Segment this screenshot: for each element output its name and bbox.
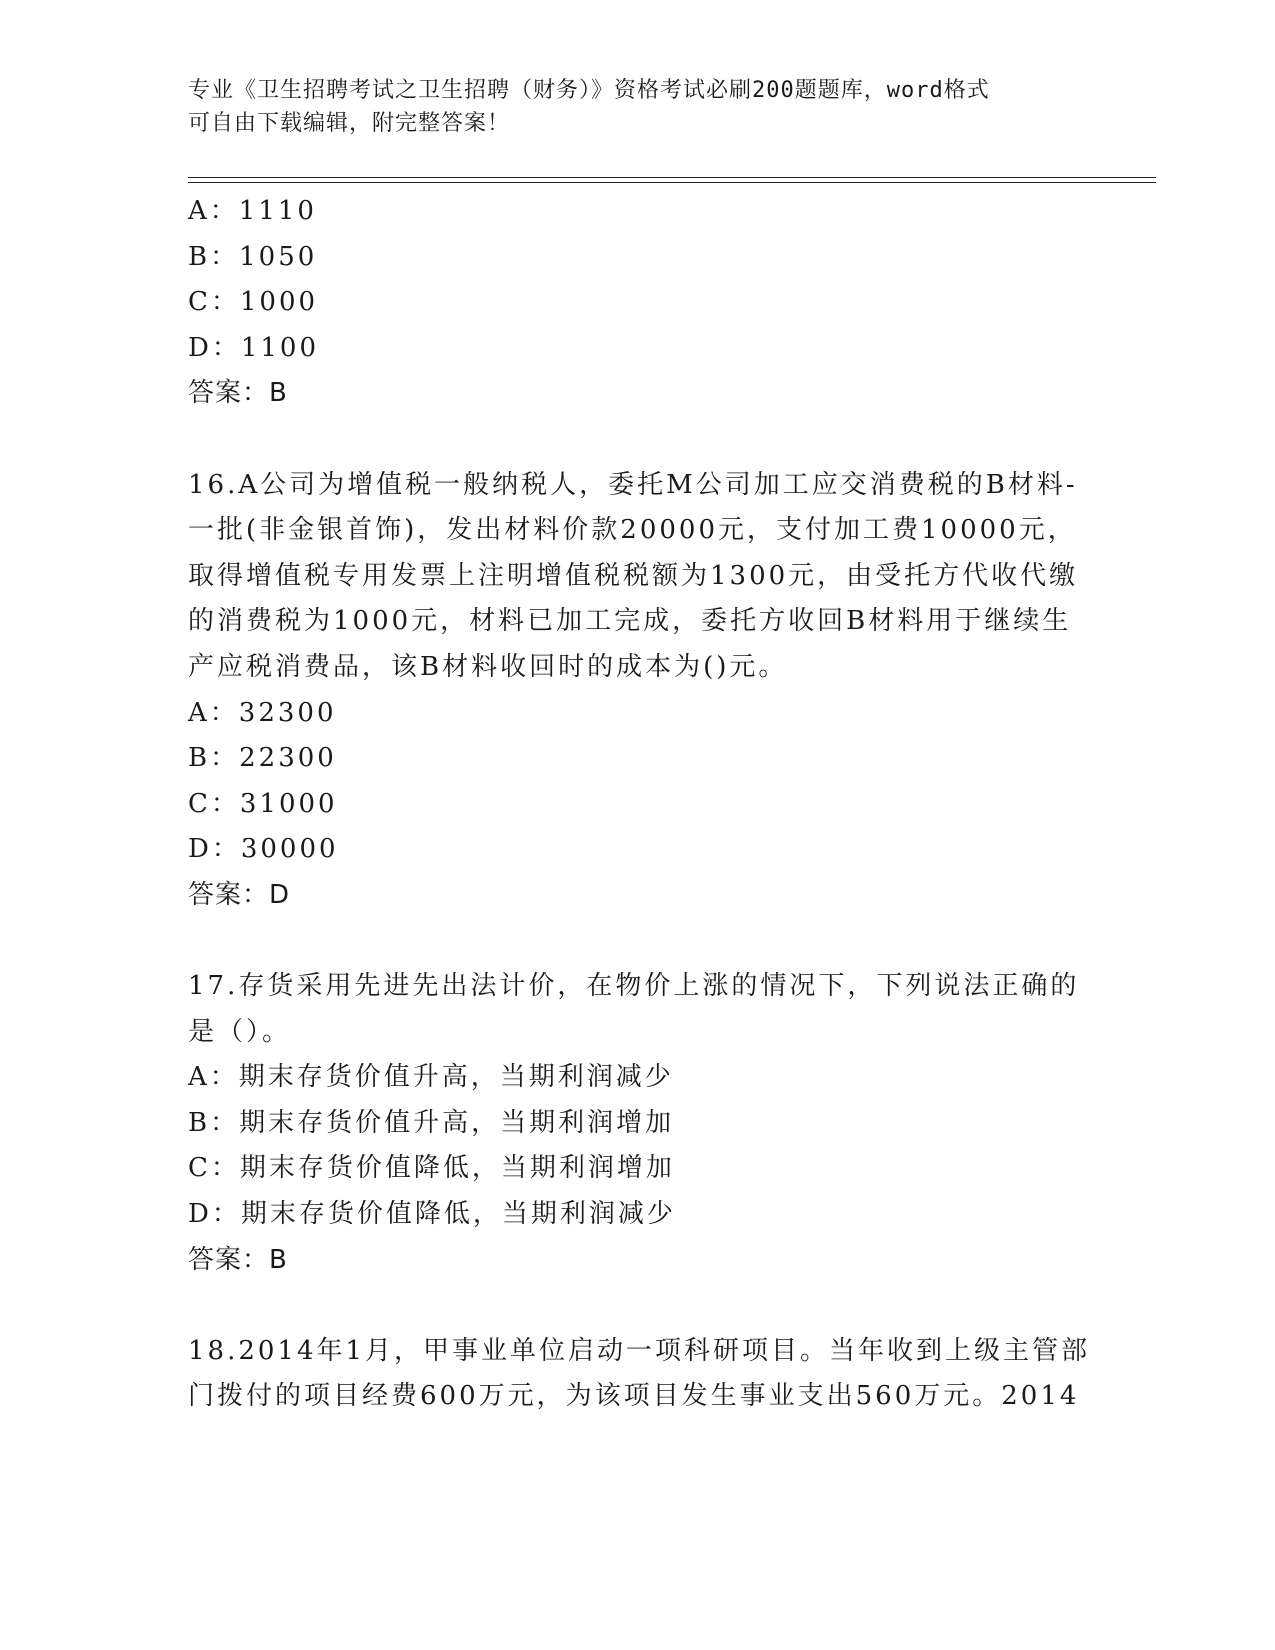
option-a: A：32300 bbox=[188, 697, 337, 728]
question-15 bbox=[188, 189, 1088, 417]
option-a: A：1110 bbox=[188, 196, 317, 226]
option-b: B：22300 bbox=[188, 743, 337, 774]
header-title-line-2: 可自由下载编辑，附完整答案！ bbox=[188, 111, 511, 136]
question-stem-line: 的消费税为1000元，材料已加工完成，委托方收回B材料用于继续生 bbox=[188, 606, 1072, 637]
answer-label: 答案：B bbox=[188, 378, 288, 409]
question-stem-line: 18.2014年1月，甲事业单位启动一项科研项目。当年收到上级主管部 bbox=[188, 1335, 1091, 1366]
header-rule-bottom bbox=[188, 182, 1156, 183]
question-16 bbox=[188, 463, 1088, 919]
option-d: D：30000 bbox=[188, 834, 339, 865]
header-rule-top bbox=[188, 177, 1156, 178]
option-c: C：1000 bbox=[188, 287, 319, 318]
option-b: B：1050 bbox=[188, 241, 318, 272]
option-b: B：期末存货价值升高，当期利润增加 bbox=[188, 1107, 675, 1138]
question-content bbox=[188, 189, 1091, 1420]
spacer bbox=[188, 919, 1088, 965]
spacer bbox=[188, 417, 1088, 463]
answer-label: 答案：B bbox=[188, 1244, 288, 1275]
page-header bbox=[188, 74, 1088, 140]
question-stem-line: 是（）。 bbox=[188, 1016, 292, 1047]
question-18 bbox=[188, 1329, 1091, 1420]
question-stem-line: 门拨付的项目经费600万元，为该项目发生事业支出560万元。2014 bbox=[188, 1381, 1080, 1412]
question-stem-line: 17.存货采用先进先出法计价，在物价上涨的情况下，下列说法正确的 bbox=[188, 971, 1080, 1002]
question-17 bbox=[188, 964, 1088, 1283]
option-a: A：期末存货价值升高，当期利润减少 bbox=[188, 1062, 674, 1093]
option-c: C：31000 bbox=[188, 788, 338, 819]
header-title-line-1: 专业《卫生招聘考试之卫生招聘（财务）》资格考试必刷200题题库，word格式 bbox=[188, 78, 990, 103]
option-d: D：期末存货价值降低，当期利润减少 bbox=[188, 1199, 676, 1230]
option-c: C：期末存货价值降低，当期利润增加 bbox=[188, 1153, 675, 1184]
spacer bbox=[188, 1283, 1088, 1329]
answer-label: 答案：D bbox=[188, 879, 291, 910]
question-stem-line: 取得增值税专用发票上注明增值税税额为1300元，由受托方代收代缴 bbox=[188, 560, 1079, 591]
question-stem-line: 16.A公司为增值税一般纳税人，委托M公司加工应交消费税的B材料- bbox=[188, 469, 1078, 500]
question-stem-line: 产应税消费品，该B材料收回时的成本为()元。 bbox=[188, 651, 788, 682]
option-d: D：1100 bbox=[188, 332, 320, 363]
question-stem-line: 一批(非金银首饰)，发出材料价款20000元，支付加工费10000元， bbox=[188, 515, 1077, 546]
